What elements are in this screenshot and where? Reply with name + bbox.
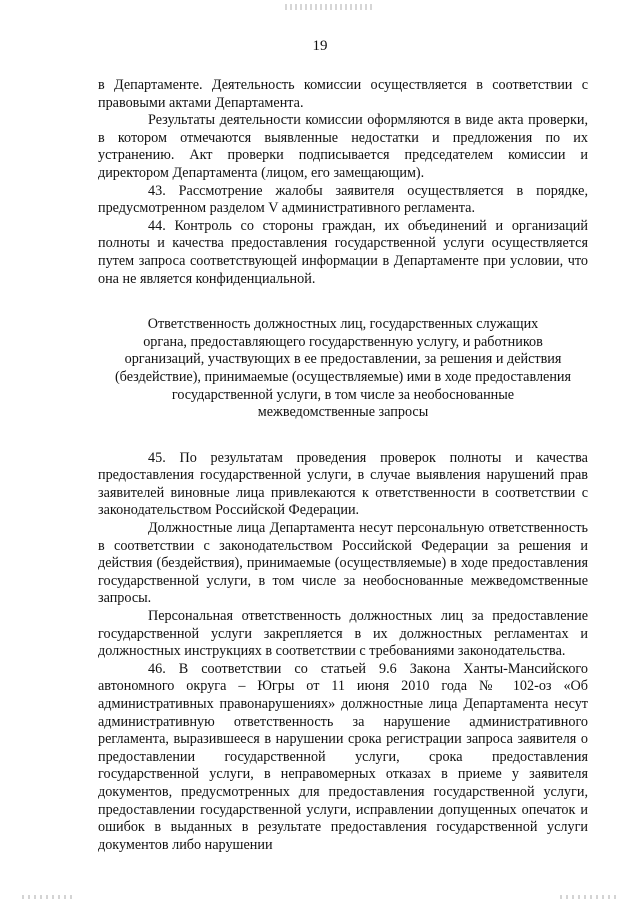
heading-line: организаций, участвующих в ее предоставлении, за решения и действия [124,351,562,368]
paragraph: 43. Рассмотрение жалобы заявителя осуществляется в порядке, предусмотренном разделом V административного регламента. [98,182,588,217]
paragraph: Должностные лица Департамента несут персональную ответственность в соответствии с законодательством Российской Федерации за решения и действия (бездействия), принимаемые (осуществляемые) в ходе предоставления государственной услуги, в том числе за необоснованные межведомственные запросы. [98,520,588,607]
document-body [98,77,588,854]
heading-line: (бездействие), принимаемые (осуществляемые) ими в ходе предоставления [114,368,572,385]
paragraph-group-bottom [98,450,588,855]
paragraph: 46. В соответствии со статьей 9.6 Закона Ханты-Мансийского автономного округа – Югры от 11 июня 2010 года № 102-оз «Об административных правонарушениях» должностные лица Департамента несут административную ответственность за нарушение административного регламента, выразившееся в нарушении срока регистрации запроса заявителя о предоставлении государственной услуги, срока предоставления государственной услуги, в неправомерных отказах в приеме у заявителя документов, предусмотренных для предоставления государственной услуги, предоставлении государственной услуги, исправлении допущенных опечаток и ошибок в выданных в результате предоставления государственной услуги документов либо нарушении [98,660,588,853]
heading-line: государственной услуги, в том числе за необоснованные [171,386,515,403]
scan-artifact [560,895,620,899]
heading-line: межведомственные запросы [257,404,429,421]
scan-artifact [22,895,72,899]
paragraph: в Департаменте. Деятельность комиссии осуществляется в соответствии с правовыми актами Департамента. [98,77,588,111]
paragraph-group-top [98,77,588,288]
paragraph: Результаты деятельности комиссии оформляются в виде акта проверки, в котором отмечаются выявленные недостатки и предложения по их устранению. Акт проверки подписывается председателем комиссии и директором Департамента (лицом, его замещающим). [98,112,588,181]
paragraph: 44. Контроль со стороны граждан, их объединений и организаций полноты и качества предоставления государственной услуги осуществляется путем запроса соответствующей информации в Департаменте при условии, что она не является конфиденциальной. [98,217,588,287]
paragraph: Персональная ответственность должностных лиц за предоставление государственной услуги закрепляется в их должностных регламентах и должностных инструкциях в соответствии с требованиями законодательства. [98,608,588,660]
heading-line: Ответственность должностных лиц, государственных служащих [147,316,539,333]
paragraph: 45. По результатам проведения проверок полноты и качества предоставления государственной услуги, в случае выявления нарушений прав заявителей виновные лица привлекаются к ответственности в соответствии с законодательством Российской Федерации. [98,449,588,519]
section-heading [98,316,588,422]
scan-artifact [285,4,375,10]
heading-line: органа, предоставляющего государственную услугу, и работников [143,333,543,350]
page-number: 19 [312,38,328,54]
